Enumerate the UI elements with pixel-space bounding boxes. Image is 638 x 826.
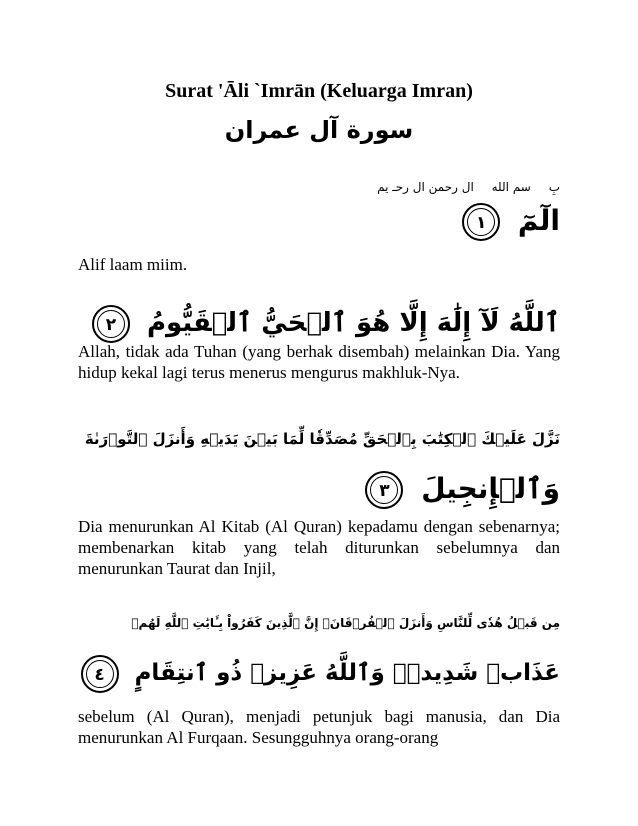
arabic-line <box>85 414 560 464</box>
verse-1-arabic <box>462 196 560 246</box>
arabic-line <box>81 648 560 698</box>
basmala <box>363 180 560 194</box>
verse-3-translation: Dia menurunkan Al Kitab (Al Quran) kepadamu dengan sebenarnya; membenarkan kitab yang telah diturunkan sebelumnya dan menurunkan Taurat dan Injil, <box>78 517 560 578</box>
verse-4-translation: sebelum (Al Quran), menjadi petunjuk bagi manusia, dan Dia menurunkan Al Furqaan. Sesungguhnya orang-orang <box>78 707 560 747</box>
arabic-text: مِن قَبۡلُ هُدٗى لِّلنَّاسِ وَأَنزَلَ ٱلۡفُرۡقَانَۗ إِنَّ ٱلَّذِينَ كَفَرُواْ بِـَٔايَٰتِ ٱللَّهِ لَهُمۡ <box>131 616 560 630</box>
verse-1-translation: Alif laam miim. <box>78 255 188 274</box>
arabic-line <box>85 464 560 514</box>
arabic-text: ٱللَّهُ لَآ إِلَٰهَ إِلَّا هُوَ ٱلۡحَيُّ ٱلۡقَيُّومُ <box>146 308 560 338</box>
basmala-word: ال رحمن ال رحـ يم <box>377 180 474 194</box>
verse-number-marker: ١ <box>462 203 500 241</box>
verse-number-marker: ٢ <box>92 305 130 343</box>
page-title: Surat 'Āli `Imrān (Keluarga Imran) <box>165 80 473 102</box>
verse-4-arabic <box>81 598 560 698</box>
arabic-surah-title: سورة آل عمران <box>224 116 414 144</box>
arabic-line <box>462 196 560 246</box>
verse-number-marker: ٤ <box>81 655 119 693</box>
verse-number-marker: ٣ <box>365 471 403 509</box>
basmala-word: سم الله <box>491 180 531 194</box>
verse-2-translation: Allah, tidak ada Tuhan (yang berhak disembah) melainkan Dia. Yang hidup kekal lagi terus menerus mengurus makhluk-Nya. <box>78 342 560 382</box>
arabic-text: الٓمٓ <box>517 204 560 237</box>
arabic-text: عَذَابٞ شَدِيدٞۗ وَٱللَّهُ عَزِيزٞ ذُو ٱنتِقَامٍ <box>134 660 560 686</box>
arabic-line <box>81 598 560 648</box>
arabic-text: وَٱلۡإِنجِيلَ <box>421 472 560 505</box>
verse-3-arabic <box>85 414 560 514</box>
basmala-word: بِ <box>548 180 560 194</box>
arabic-text: نَزَّلَ عَلَيۡكَ ٱلۡكِتَٰبَ بِٱلۡحَقِّ مُصَدِّقٗا لِّمَا بَيۡنَ يَدَيۡهِ وَأَنزَلَ ٱلتَّوۡرَىٰةَ <box>84 430 560 448</box>
